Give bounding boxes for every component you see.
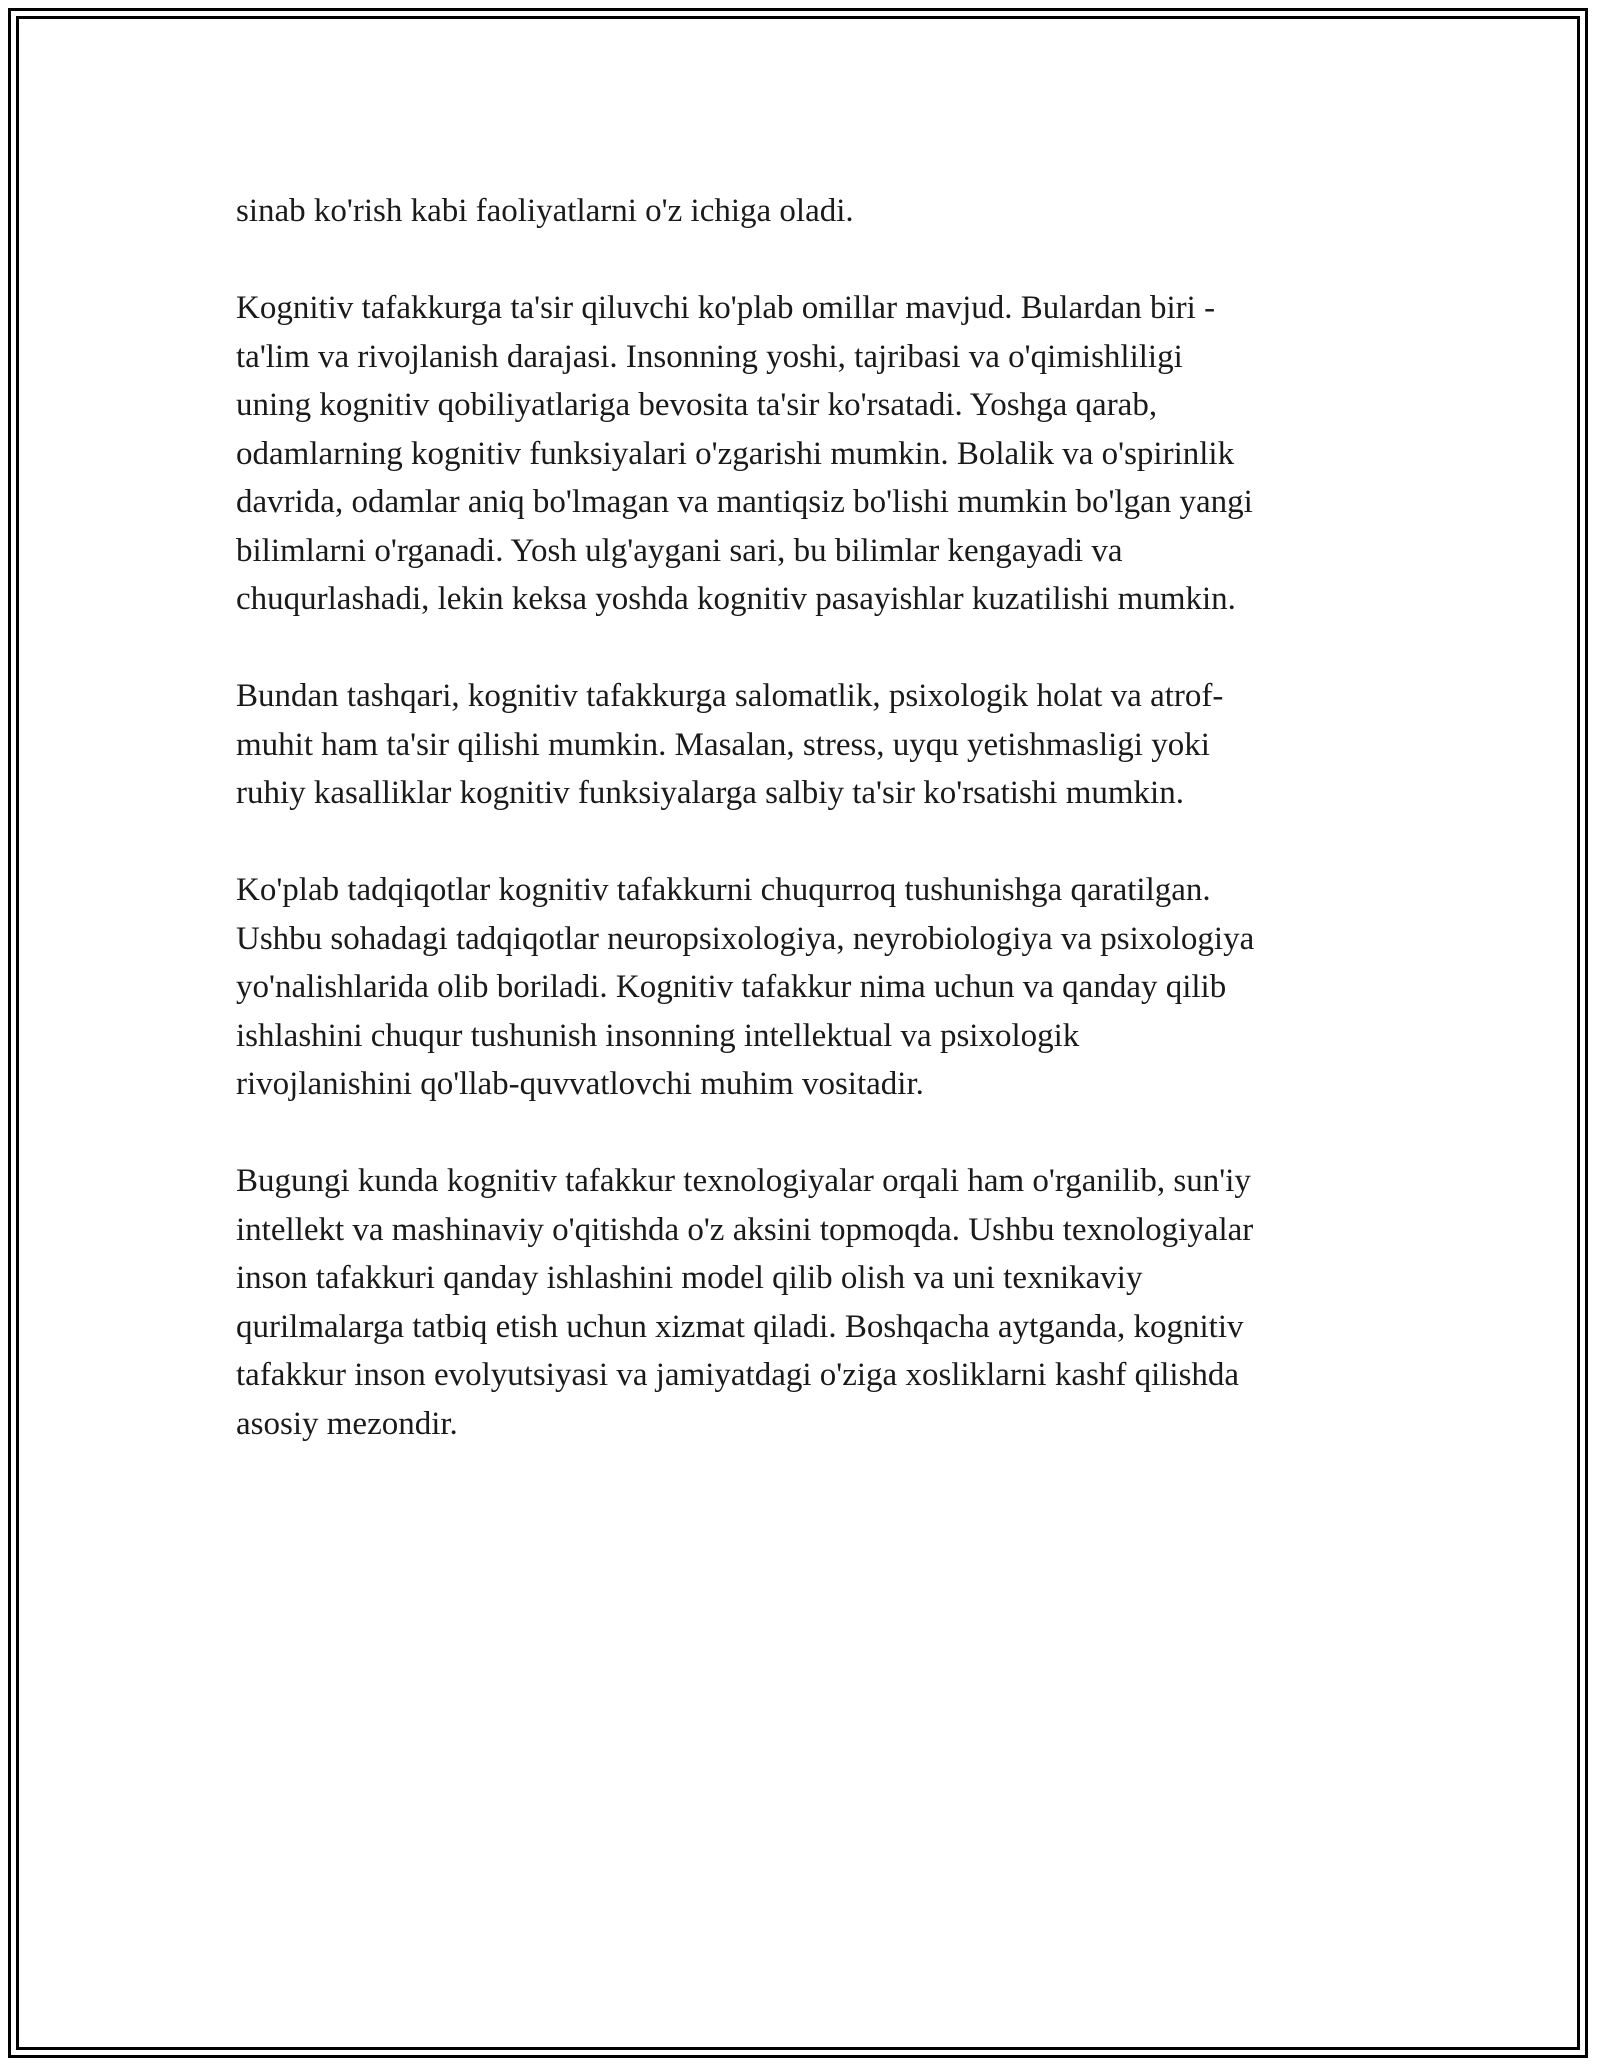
paragraph-1: sinab ko'rish kabi faoliyatlarni o'z ichiga oladi. bbox=[236, 193, 854, 229]
paragraph-5: Bugungi kunda kognitiv tafakkur texnologiyalar orqali ham o'rganilib, sun'iy intellekt va mashinaviy o'qitishda o'z aksini topmoqda. Ushbu texnologiyalar inson tafakkuri qanday ishlashini model qilib olish va uni texnikaviy qurilmalarga tatbiq etish uchun xizmat qiladi. Boshqacha aytganda, kognitiv tafakkur inson evolyutsiyasi va jamiyatdagi o'ziga xosliklarni kashf qilishda asosiy mezondir. bbox=[236, 1163, 1254, 1442]
paragraph-2: Kognitiv tafakkurga ta'sir qiluvchi ko'plab omillar mavjud. Bulardan biri - ta'lim va rivojlanish darajasi. Insonning yoshi, tajribasi va o'qimishliligi uning kognitiv qobiliyatlariga bevosita ta'sir ko'rsatadi. Yoshga qarab, odamlarning kognitiv funksiyalari o'zgarishi mumkin. Bolalik va o'spirinlik davrida, odamlar aniq bo'lmagan va mantiqsiz bo'lishi mumkin bo'lgan yangi bilimlarni o'rganadi. Yosh ulg'aygani sari, bu bilimlar kengayadi va chuqurlashadi, lekin keksa yoshda kognitiv pasayishlar kuzatilishi mumkin. bbox=[236, 290, 1253, 617]
document-body bbox=[236, 187, 1381, 1497]
paragraph-3: Bundan tashqari, kognitiv tafakkurga salomatlik, psixologik holat va atrof- muhit ham ta'sir qilishi mumkin. Masalan, stress, uyqu yetishmasligi yoki ruhiy kasalliklar kognitiv funksiyalarga salbiy ta'sir ko'rsatishi mumkin. bbox=[236, 678, 1224, 811]
paragraph-4: Ko'plab tadqiqotlar kognitiv tafakkurni chuqurroq tushunishga qaratilgan. Ushbu sohadagi tadqiqotlar neuropsixologiya, neyrobiologiya va psixologiya yo'nalishlarida olib boriladi. Kognitiv tafakkur nima uchun va qanday qilib ishlashini chuqur tushunish insonning intellektual va psixologik rivojlanishini qo'llab-quvvatlovchi muhim vositadir. bbox=[236, 872, 1255, 1102]
